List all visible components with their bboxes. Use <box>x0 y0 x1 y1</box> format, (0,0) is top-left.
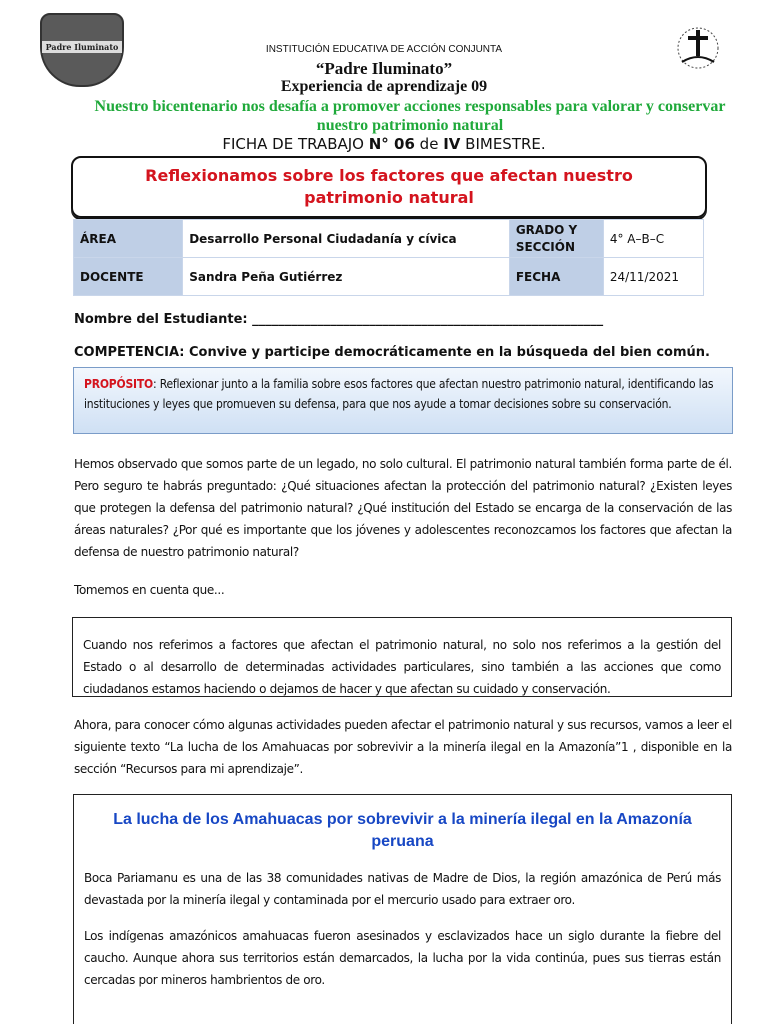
cross-bar <box>688 36 708 40</box>
info-table <box>73 219 704 296</box>
note-box: Cuando nos referimos a factores que afectan el patrimonio natural, no solo nos referimos a la gestión del Estado o al desarrollo de determinadas actividades particulares, sino también a las acciones que como ciudadanos estamos haciendo o dejamos de hacer y que afectan su cuidado y conservación. <box>72 617 732 697</box>
experience-motto: Nuestro bicentenario nos desafía a promover acciones responsables para valorar y conservar nuestro patrimonio natural <box>94 98 726 134</box>
sheet-mid: de <box>414 135 444 153</box>
date-value: 24/11/2021 <box>603 258 703 296</box>
school-name: “Padre Iluminato” <box>315 59 453 78</box>
proposito-text: : Reflexionar junto a la familia sobre esos factores que afectan nuestro patrimonio natural, identificando las instituciones y leyes que promueven su defensa, para que nos ayude a tomar decisiones sobre su conservación. <box>84 377 714 411</box>
story-paragraph: Boca Pariamanu es una de las 38 comunidades nativas de Madre de Dios, la región amazónica de Perú más devastada por la minería ilegal y contaminada por el mercurio usado para extraer oro. <box>84 871 721 907</box>
session-title <box>71 156 707 218</box>
competencia: COMPETENCIA: Convive y participe democráticamente en la búsqueda del bien común. <box>74 345 710 360</box>
teacher-value: Sandra Peña Gutiérrez <box>183 258 510 296</box>
story-paragraph: Los indígenas amazónicos amahuacas fueron asesinados y esclavizados hace un siglo durante la fiebre del caucho. Aunque ahora sus territorios están demarcados, la lucha por la vida continúa, pues sus tierras están cercadas por mineros hambrientos de oro. <box>84 929 721 987</box>
student-name-field[interactable]: Nombre del Estudiante: ______________________________________________________ <box>74 312 604 327</box>
proposito-box <box>73 367 733 434</box>
area-label: ÁREA <box>74 220 183 258</box>
table-row <box>74 220 704 258</box>
teacher-label: DOCENTE <box>74 258 183 296</box>
institution-name: INSTITUCIÓN EDUCATIVA DE ACCIÓN CONJUNTA <box>265 44 503 55</box>
sheet-prefix: FICHA DE TRABAJO <box>222 135 369 153</box>
reading-intro: Ahora, para conocer cómo algunas actividades pueden afectar el patrimonio natural y sus recursos, vamos a leer el siguiente texto “La lucha de los Amahuacas por sobrevivir a la minería ilegal en la Amazonía”1 , disponible en la sección “Recursos para mi aprendizaje”. <box>74 718 732 776</box>
worksheet-heading <box>0 135 768 153</box>
sheet-suffix: BIMESTRE. <box>460 135 546 153</box>
intro-paragraph: Hemos observado que somos parte de un legado, no solo cultural. El patrimonio natural también forma parte de él. Pero seguro te habrás preguntado: ¿Qué situaciones afectan la protección del patrimonio natural? ¿Existen leyes que protegen la defensa del patrimonio natural? ¿Qué institución del Estado se encarga de la conservación de las áreas naturales? ¿Por qué es importante que los jóvenes y adolescentes reconozcamos los factores que afectan la defensa de nuestro patrimonio natural? <box>74 457 732 559</box>
proposito-label: PROPÓSITO <box>84 377 154 391</box>
sheet-period: IV <box>443 135 461 153</box>
grade-label: GRADO Y SECCIÓN <box>509 220 603 258</box>
table-row <box>74 258 704 296</box>
sheet-number: N° 06 <box>368 135 415 153</box>
school-logo-text: Padre Iluminato <box>42 41 122 53</box>
story-title: La lucha de los Amahuacas por sobrevivir a la minería ilegal en la Amazonía peruana <box>113 811 692 850</box>
story-box <box>73 794 732 1024</box>
area-value: Desarrollo Personal Ciudadanía y cívica <box>183 220 510 258</box>
tomemos-text: Tomemos en cuenta que... <box>74 583 225 597</box>
experience-title: Experiencia de aprendizaje 09 <box>280 78 488 95</box>
session-title-text: Reflexionamos sobre los factores que afectan nuestro patrimonio natural <box>145 166 633 207</box>
date-label: FECHA <box>509 258 603 296</box>
grade-value: 4° A–B–C <box>603 220 703 258</box>
